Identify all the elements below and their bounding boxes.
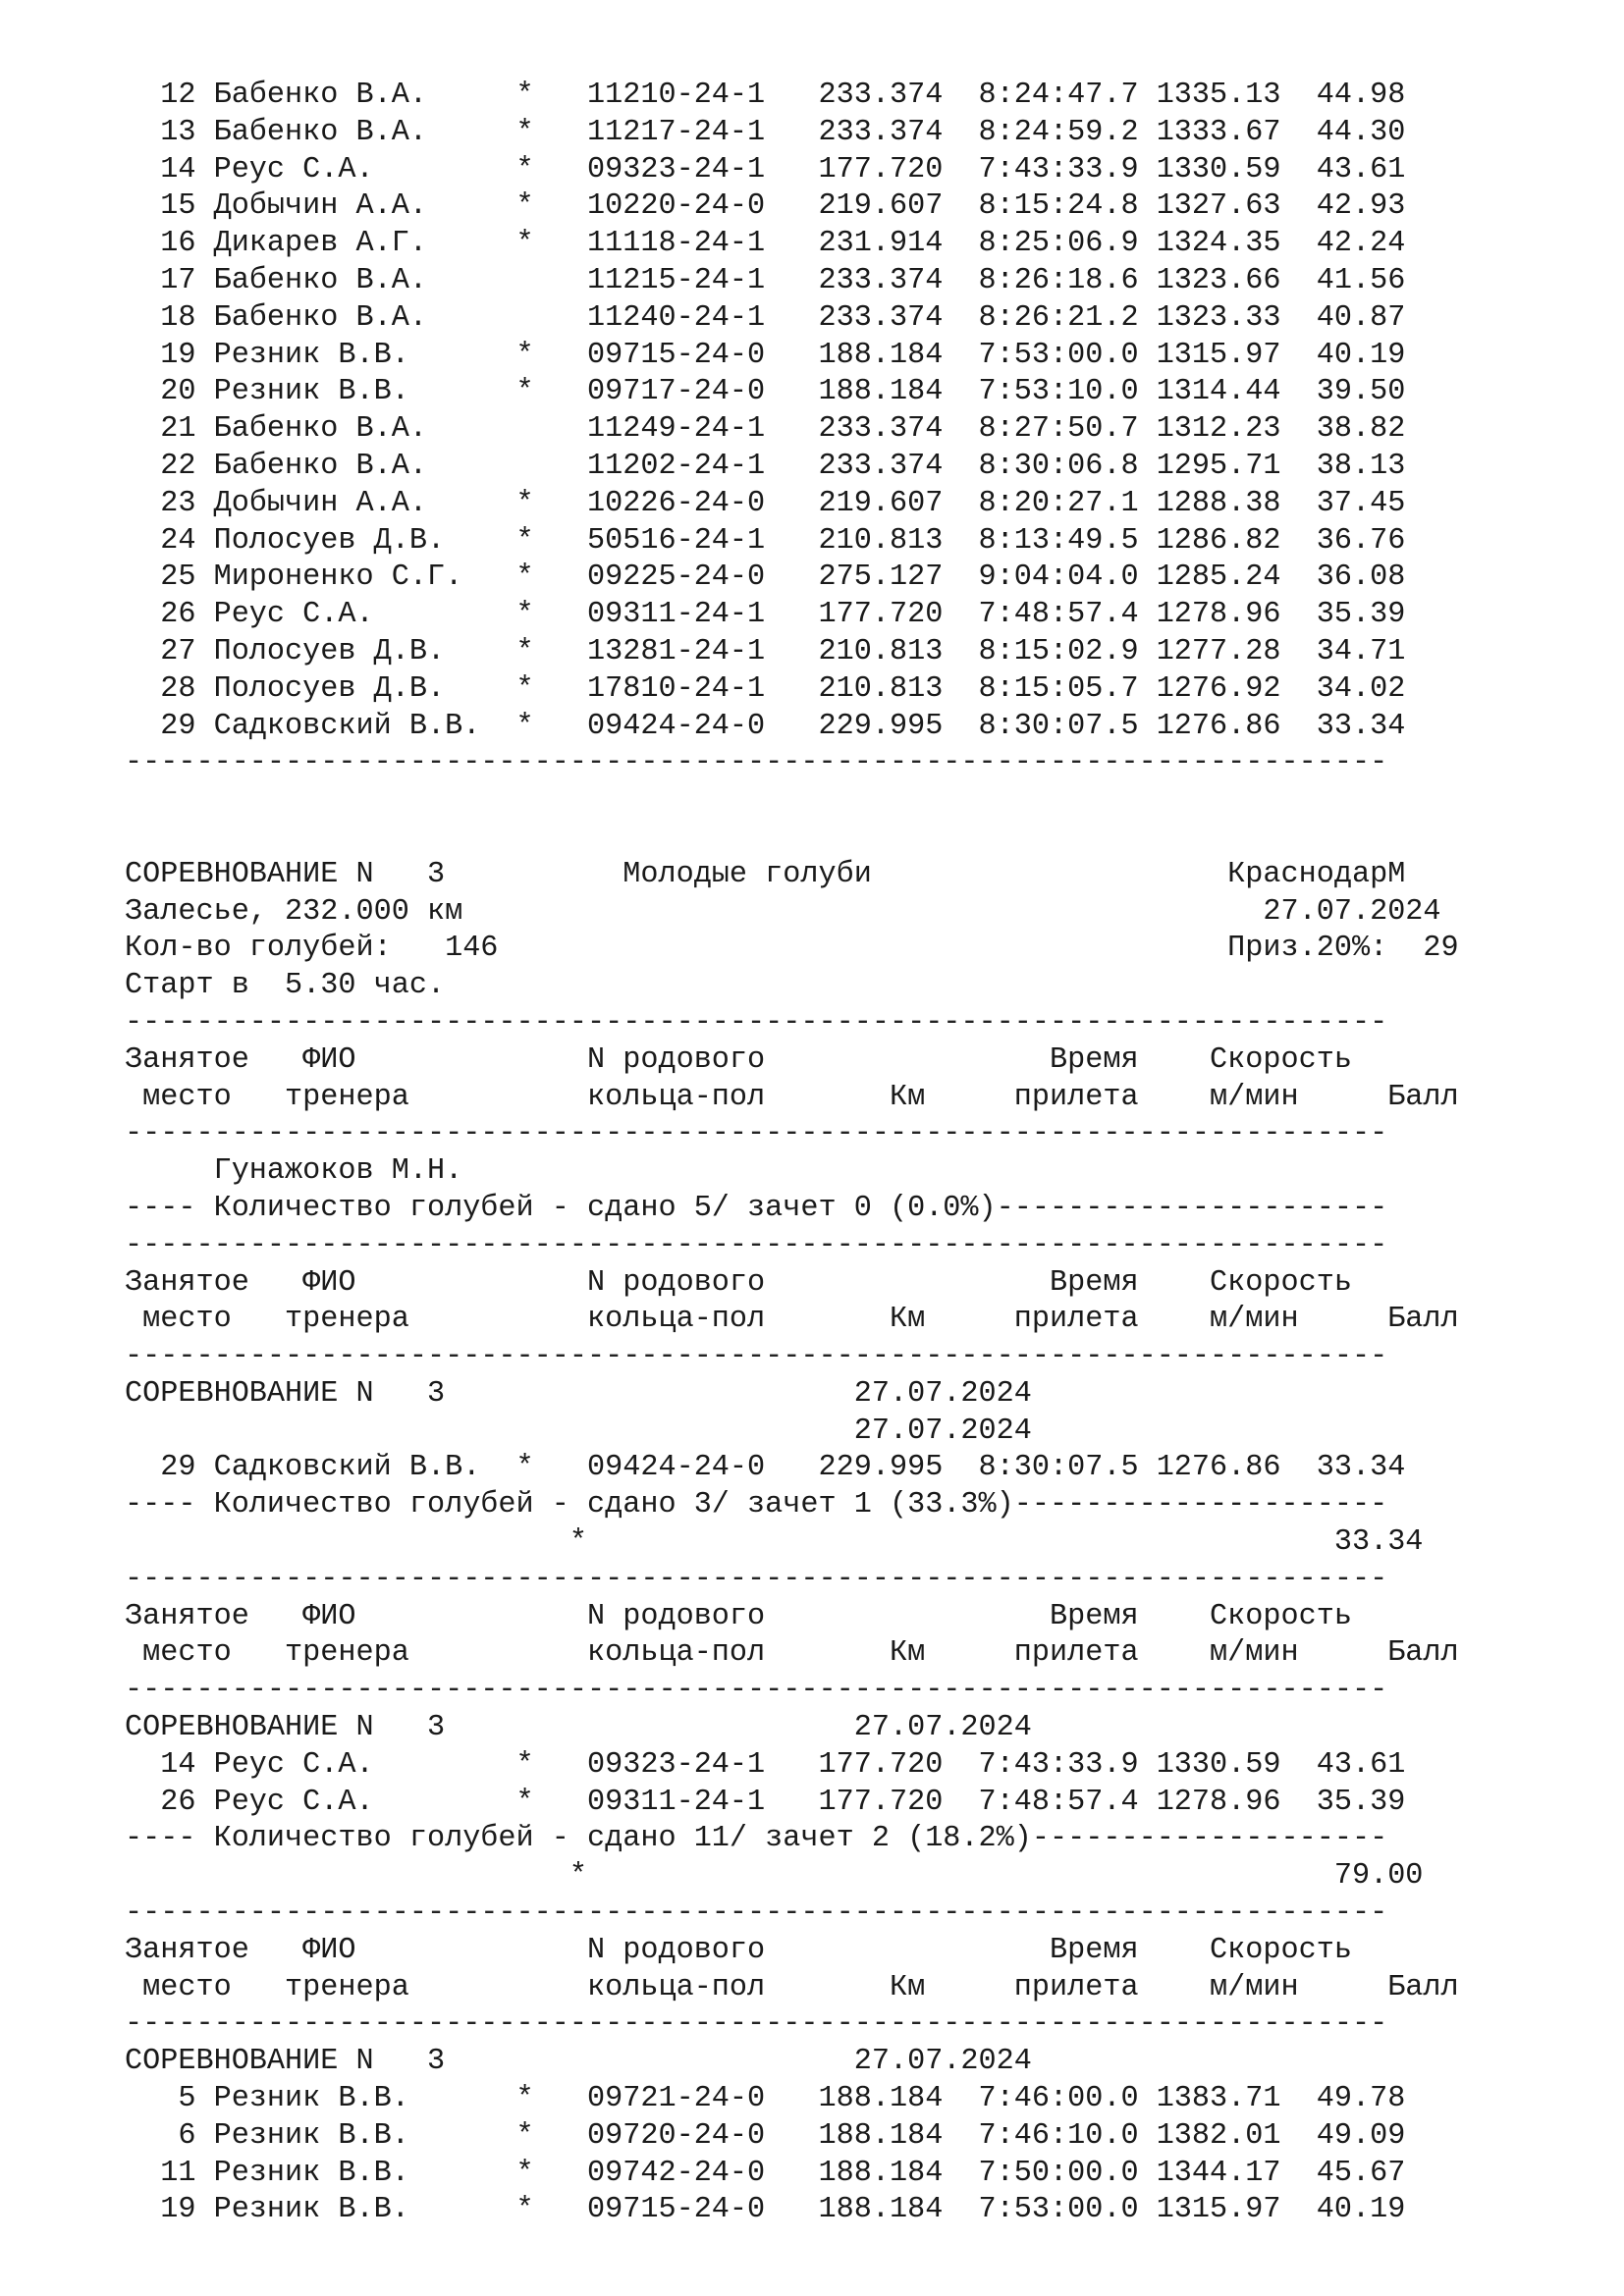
report-line: Занятое ФИО N родового Время Скорость bbox=[125, 1042, 1352, 1077]
report-line: 24 Полосуев Д.В. * 50516-24-1 210.813 8:13:49.5 1286.82 36.76 bbox=[125, 523, 1406, 558]
separator-line: ----------------------------------------------------------------------- bbox=[125, 746, 1388, 780]
report-line: 16 Дикарев А.Г. * 11118-24-1 231.914 8:25:06.9 1324.35 42.24 bbox=[125, 227, 1406, 261]
report-line: 19 Резник В.В. * 09715-24-0 188.184 7:53:00.0 1315.97 40.19 bbox=[125, 2193, 1406, 2227]
report-line: 26 Реус С.А. * 09311-24-1 177.720 7:48:57.4 1278.96 35.39 bbox=[125, 598, 1406, 632]
results-document bbox=[125, 78, 1459, 2229]
blank-line bbox=[125, 782, 1459, 820]
report-line: 28 Полосуев Д.В. * 17810-24-1 210.813 8:15:05.7 1276.92 34.02 bbox=[125, 671, 1406, 706]
report-line: 25 Мироненко С.Г. * 09225-24-0 275.127 9:04:04.0 1285.24 36.08 bbox=[125, 561, 1406, 595]
report-line: Кол-во голубей: 146 Приз.20%: 29 bbox=[125, 932, 1459, 966]
report-line: ---- Количество голубей - сдано 3/ зачет 1 (33.3%)--------------------- bbox=[125, 1488, 1388, 1522]
report-line: ---- Количество голубей - сдано 11/ зачет 2 (18.2%)-------------------- bbox=[125, 1822, 1388, 1856]
separator-line: ----------------------------------------------------------------------- bbox=[125, 1340, 1388, 1374]
report-line: место тренера кольца-пол Км прилета м/мин Балл bbox=[125, 1970, 1459, 2004]
blank-line bbox=[125, 820, 1459, 857]
report-line: 20 Резник В.В. * 09717-24-0 188.184 7:53:10.0 1314.44 39.50 bbox=[125, 375, 1406, 409]
report-line: * 79.00 bbox=[125, 1859, 1424, 1894]
report-line: 6 Резник В.В. * 09720-24-0 188.184 7:46:10.0 1382.01 49.09 bbox=[125, 2118, 1406, 2153]
separator-line: ----------------------------------------------------------------------- bbox=[125, 1896, 1388, 1931]
report-line: Залесье, 232.000 км 27.07.2024 bbox=[125, 894, 1441, 929]
report-line: Старт в 5.30 час. bbox=[125, 969, 446, 1003]
report-line: место тренера кольца-пол Км прилета м/мин Балл bbox=[125, 1636, 1459, 1671]
report-line: 29 Садковский В.В. * 09424-24-0 229.995 8:30:07.5 1276.86 33.34 bbox=[125, 709, 1406, 743]
report-line: 19 Резник В.В. * 09715-24-0 188.184 7:53:00.0 1315.97 40.19 bbox=[125, 338, 1406, 372]
report-line: 11 Резник В.В. * 09742-24-0 188.184 7:50:00.0 1344.17 45.67 bbox=[125, 2156, 1406, 2190]
report-line: Занятое ФИО N родового Время Скорость bbox=[125, 1599, 1352, 1633]
report-line: СОРЕВНОВАНИЕ N 3 27.07.2024 bbox=[125, 1711, 1032, 1745]
report-line: 29 Садковский В.В. * 09424-24-0 229.995 8:30:07.5 1276.86 33.34 bbox=[125, 1451, 1406, 1485]
report-line: 26 Реус С.А. * 09311-24-1 177.720 7:48:57.4 1278.96 35.39 bbox=[125, 1785, 1406, 1819]
report-line: 27 Полосуев Д.В. * 13281-24-1 210.813 8:15:02.9 1277.28 34.71 bbox=[125, 634, 1406, 668]
report-line: место тренера кольца-пол Км прилета м/мин Балл bbox=[125, 1080, 1459, 1114]
report-line: СОРЕВНОВАНИЕ N 3 27.07.2024 bbox=[125, 1376, 1032, 1411]
report-line: 17 Бабенко В.А. 11215-24-1 233.374 8:26:18.6 1323.66 41.56 bbox=[125, 263, 1406, 297]
report-line: 21 Бабенко В.А. 11249-24-1 233.374 8:27:50.7 1312.23 38.82 bbox=[125, 412, 1406, 447]
separator-line: ----------------------------------------------------------------------- bbox=[125, 1117, 1388, 1151]
report-line: 23 Добычин А.А. * 10226-24-0 219.607 8:20:27.1 1288.38 37.45 bbox=[125, 486, 1406, 520]
report-line: ---- Количество голубей - сдано 5/ зачет 0 (0.0%)---------------------- bbox=[125, 1191, 1388, 1225]
report-line: Занятое ФИО N родового Время Скорость bbox=[125, 1265, 1352, 1300]
separator-line: ----------------------------------------------------------------------- bbox=[125, 2007, 1388, 2042]
report-line: 5 Резник В.В. * 09721-24-0 188.184 7:46:00.0 1383.71 49.78 bbox=[125, 2082, 1406, 2116]
report-line: Гунажоков М.Н. bbox=[125, 1154, 463, 1189]
report-line: 22 Бабенко В.А. 11202-24-1 233.374 8:30:06.8 1295.71 38.13 bbox=[125, 449, 1406, 483]
report-line: 12 Бабенко В.А. * 11210-24-1 233.374 8:24:47.7 1335.13 44.98 bbox=[125, 79, 1406, 112]
report-line: 14 Реус С.А. * 09323-24-1 177.720 7:43:33.9 1330.59 43.61 bbox=[125, 152, 1406, 187]
report-line: 13 Бабенко В.А. * 11217-24-1 233.374 8:24:59.2 1333.67 44.30 bbox=[125, 115, 1406, 149]
report-line: место тренера кольца-пол Км прилета м/мин Балл bbox=[125, 1303, 1459, 1337]
separator-line: ----------------------------------------------------------------------- bbox=[125, 1562, 1388, 1596]
report-line: 15 Добычин А.А. * 10220-24-0 219.607 8:15:24.8 1327.63 42.93 bbox=[125, 189, 1406, 224]
report-line: СОРЕВНОВАНИЕ N 3 Молодые голуби КраснодарМ bbox=[125, 857, 1406, 891]
report-line: 18 Бабенко В.А. 11240-24-1 233.374 8:26:21.2 1323.33 40.87 bbox=[125, 300, 1406, 335]
separator-line: ----------------------------------------------------------------------- bbox=[125, 1228, 1388, 1262]
report-line: * 33.34 bbox=[125, 1525, 1424, 1560]
report-line: СОРЕВНОВАНИЕ N 3 27.07.2024 bbox=[125, 2045, 1032, 2079]
report-line: 14 Реус С.А. * 09323-24-1 177.720 7:43:33.9 1330.59 43.61 bbox=[125, 1747, 1406, 1782]
separator-line: ----------------------------------------------------------------------- bbox=[125, 1674, 1388, 1708]
report-line: Занятое ФИО N родового Время Скорость bbox=[125, 1933, 1352, 1967]
separator-line: ----------------------------------------------------------------------- bbox=[125, 1005, 1388, 1040]
report-line: 27.07.2024 bbox=[125, 1414, 1032, 1448]
